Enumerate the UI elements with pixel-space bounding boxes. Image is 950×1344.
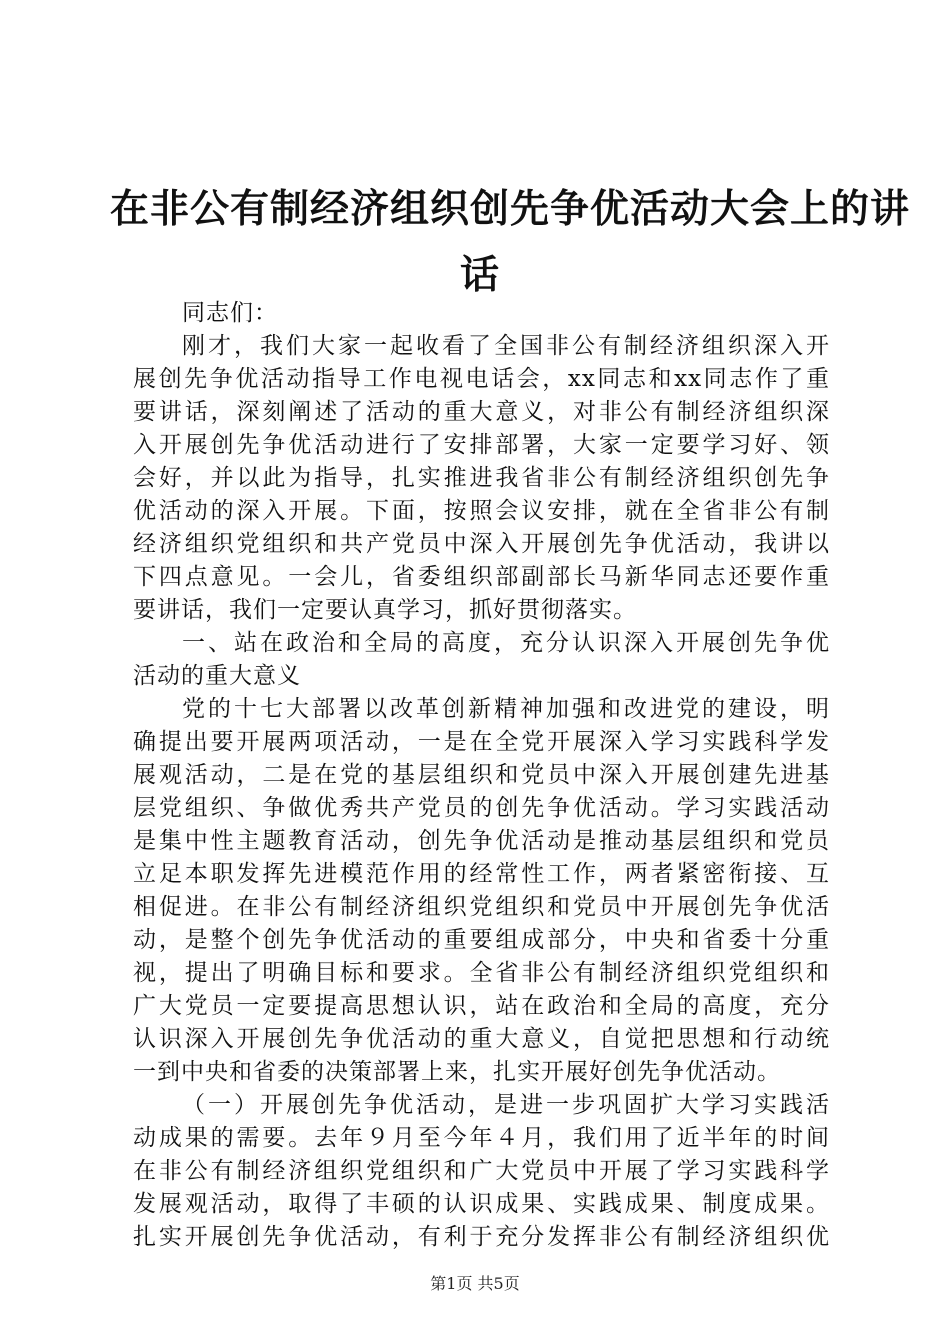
paragraph-line: 扎实开展创先争优活动，有利于充分发挥非公有制经济组织优 bbox=[133, 1224, 830, 1250]
paragraph-line: 党的十七大部署以改革创新精神加强和改进党的建设，明 bbox=[182, 696, 830, 722]
paragraph-line: 要讲话，深刻阐述了活动的重大意义，对非公有制经济组织深 bbox=[133, 399, 830, 425]
page-footer: 第1页 共5页 bbox=[430, 1274, 520, 1293]
paragraph-line: 相促进。在非公有制经济组织党组织和党员中开展创先争优活 bbox=[133, 894, 830, 920]
paragraph-line: 优活动的深入开展。下面，按照会议安排，就在全省非公有制 bbox=[133, 498, 830, 524]
document-title-line-1: 在非公有制经济组织创先争优活动大会上的讲 bbox=[110, 186, 911, 232]
paragraph-line: 展创先争优活动指导工作电视电话会，xx同志和xx同志作了重 bbox=[133, 366, 830, 392]
paragraph-line: 下四点意见。一会儿，省委组织部副部长马新华同志还要作重 bbox=[133, 564, 830, 590]
paragraph-line: 经济组织党组织和共产党员中深入开展创先争优活动，我讲以 bbox=[133, 531, 830, 557]
paragraph-line: 刚才，我们大家一起收看了全国非公有制经济组织深入开 bbox=[182, 333, 830, 359]
section-heading: 一、站在政治和全局的高度，充分认识深入开展创先争优 bbox=[182, 630, 830, 656]
paragraph-line: 会好，并以此为指导，扎实推进我省非公有制经济组织创先争 bbox=[133, 465, 830, 491]
paragraph-line: 发展观活动，取得了丰硕的认识成果、实践成果、制度成果。 bbox=[133, 1191, 830, 1217]
paragraph-line: 一到中央和省委的决策部署上来，扎实开展好创先争优活动。 bbox=[133, 1059, 781, 1085]
paragraph-line: 立足本职发挥先进模范作用的经常性工作，两者紧密衔接、互 bbox=[133, 861, 830, 887]
paragraph-line: 认识深入开展创先争优活动的重大意义，自觉把思想和行动统 bbox=[133, 1026, 830, 1052]
paragraph-line: 动，是整个创先争优活动的重要组成部分，中央和省委十分重 bbox=[133, 927, 830, 953]
paragraph-line: 视，提出了明确目标和要求。全省非公有制经济组织党组织和 bbox=[133, 960, 830, 986]
paragraph-line: 广大党员一定要提高思想认识，站在政治和全局的高度，充分 bbox=[133, 993, 830, 1019]
subsection-heading: （一）开展创先争优活动，是进一步巩固扩大学习实践活 bbox=[182, 1092, 830, 1118]
paragraph-line: 动成果的需要。去年９月至今年４月，我们用了近半年的时间 bbox=[133, 1125, 830, 1151]
paragraph-line: 展观活动，二是在党的基层组织和党员中深入开展创建先进基 bbox=[133, 762, 830, 788]
paragraph-line: 层党组织、争做优秀共产党员的创先争优活动。学习实践活动 bbox=[133, 795, 830, 821]
paragraph-line: 要讲话，我们一定要认真学习，抓好贯彻落实。 bbox=[133, 597, 637, 623]
paragraph-line: 确提出要开展两项活动，一是在全党开展深入学习实践科学发 bbox=[133, 729, 830, 755]
document-title-line-2: 话 bbox=[459, 252, 500, 298]
section-heading: 活动的重大意义 bbox=[133, 663, 301, 689]
paragraph-line: 是集中性主题教育活动，创先争优活动是推动基层组织和党员 bbox=[133, 828, 830, 854]
salutation: 同志们： bbox=[182, 300, 278, 326]
paragraph-line: 入开展创先争优活动进行了安排部署，大家一定要学习好、领 bbox=[133, 432, 830, 458]
paragraph-line: 在非公有制经济组织党组织和广大党员中开展了学习实践科学 bbox=[133, 1158, 830, 1184]
